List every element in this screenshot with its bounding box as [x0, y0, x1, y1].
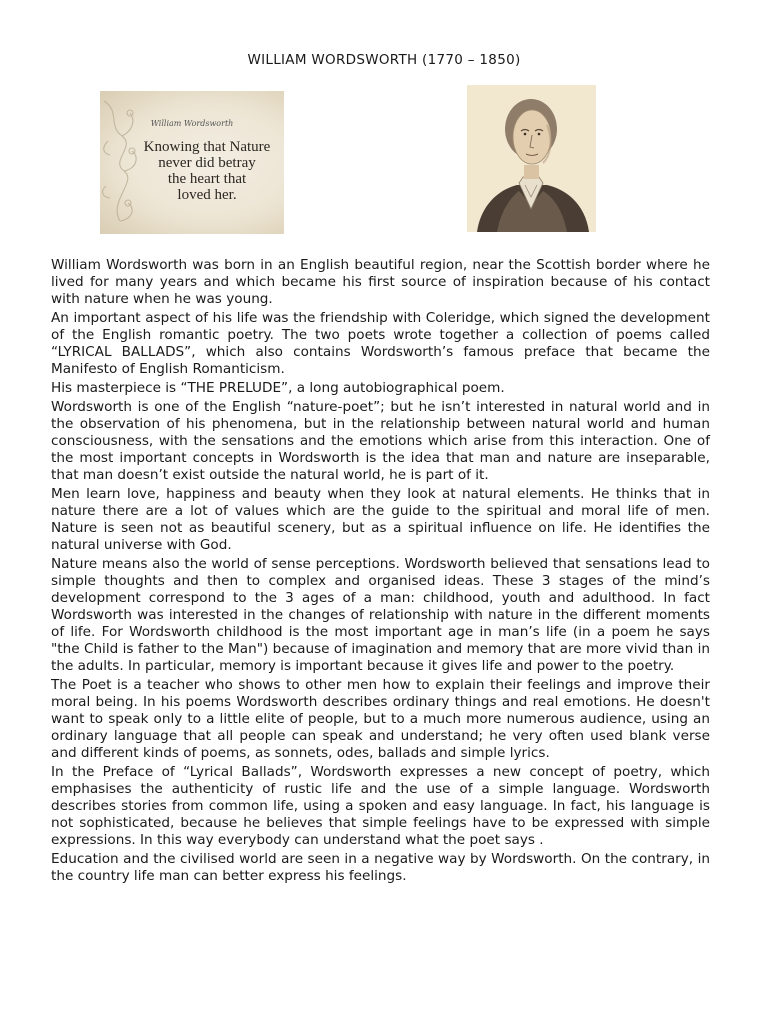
paragraph: An important aspect of his life was the friendship with Coleridge, which signed the development of the English romantic poetry. The two poets wrote together a collection of poems called “LYRICAL BALLADS”, which also contains Wordsworth’s famous preface that became the Manifesto of English Romanticism.	[51, 310, 710, 377]
portrait-engraving-icon	[467, 85, 596, 232]
paragraph: The Poet is a teacher who shows to other men how to explain their feelings and improve their moral being. In his poems Wordsworth describes ordinary things and real emotions. He doesn't want to speak only to a little elite of people, but to a much more numerous audience, using an ordinary language that all people can speak and understand; he very often used blank verse and different kinds of poems, as sonnets, odes, ballads and simple lyrics.	[51, 677, 710, 761]
paragraph: Nature means also the world of sense perceptions. Wordsworth believed that sensations lead to simple thoughts and then to complex and organised ideas. These 3 stages of the mind’s development correspond to the 3 ages of a man: childhood, youth and adulthood. In fact Wordsworth was interested in the changes of relationship with nature in the different moments of life. For Wordsworth childhood is the most important age in man’s life (in a poem he says "the Child is father to the Man") because of imagination and memory that are more vivid than in the adults. In particular, memory is important because it gives life and power to the poetry.	[51, 556, 710, 674]
paragraph: Men learn love, happiness and beauty when they look at natural elements. He thinks that in nature there are a lot of values which are the guide to the spiritual and moral life of men. Nature is seen not as beautiful scenery, but as a spiritual influence on life. He identifies the natural universe with God.	[51, 486, 710, 553]
quote-line: the heart that	[167, 171, 247, 187]
paragraph: His masterpiece is “THE PRELUDE”, a long autobiographical poem.	[51, 380, 505, 396]
quote-text	[122, 139, 284, 203]
portrait-image	[467, 85, 596, 232]
quote-line: never did betray	[158, 155, 256, 171]
body-text	[51, 257, 710, 887]
quote-author: William Wordsworth	[150, 119, 234, 128]
paragraph: In the Preface of “Lyrical Ballads”, Wordsworth expresses a new concept of poetry, which emphasises the authenticity of rustic life and the use of a simple language. Wordsworth describes stories from common life, using a spoken and easy language. In fact, his language is not sophisticated, because he believes that simple feelings have to be expressed with simple expressions. In this way everybody can understand what the poet says .	[51, 764, 710, 848]
paragraph: Education and the civilised world are seen in a negative way by Wordsworth. On the contrary, in the country life man can better express his feelings.	[51, 851, 710, 884]
quote-image	[100, 91, 284, 234]
paragraph: Wordsworth is one of the English “nature-poet”; but he isn’t interested in natural world and in the observation of his phenomena, but in the relationship between natural world and human consciousness, with the sensations and the emotions which arise from this interaction. One of the most important concepts in Wordsworth is the idea that man and nature are inseparable, that man doesn’t exist outside the natural world, he is part of it.	[51, 399, 710, 483]
paragraph: William Wordsworth was born in an English beautiful region, near the Scottish border where he lived for many years and which became his first source of inspiration because of his contact with nature when he was young.	[51, 257, 710, 307]
page-title: WILLIAM WORDSWORTH (1770 – 1850)	[247, 52, 521, 68]
quote-line: loved her.	[177, 187, 237, 203]
quote-line: Knowing that Nature	[143, 139, 271, 155]
